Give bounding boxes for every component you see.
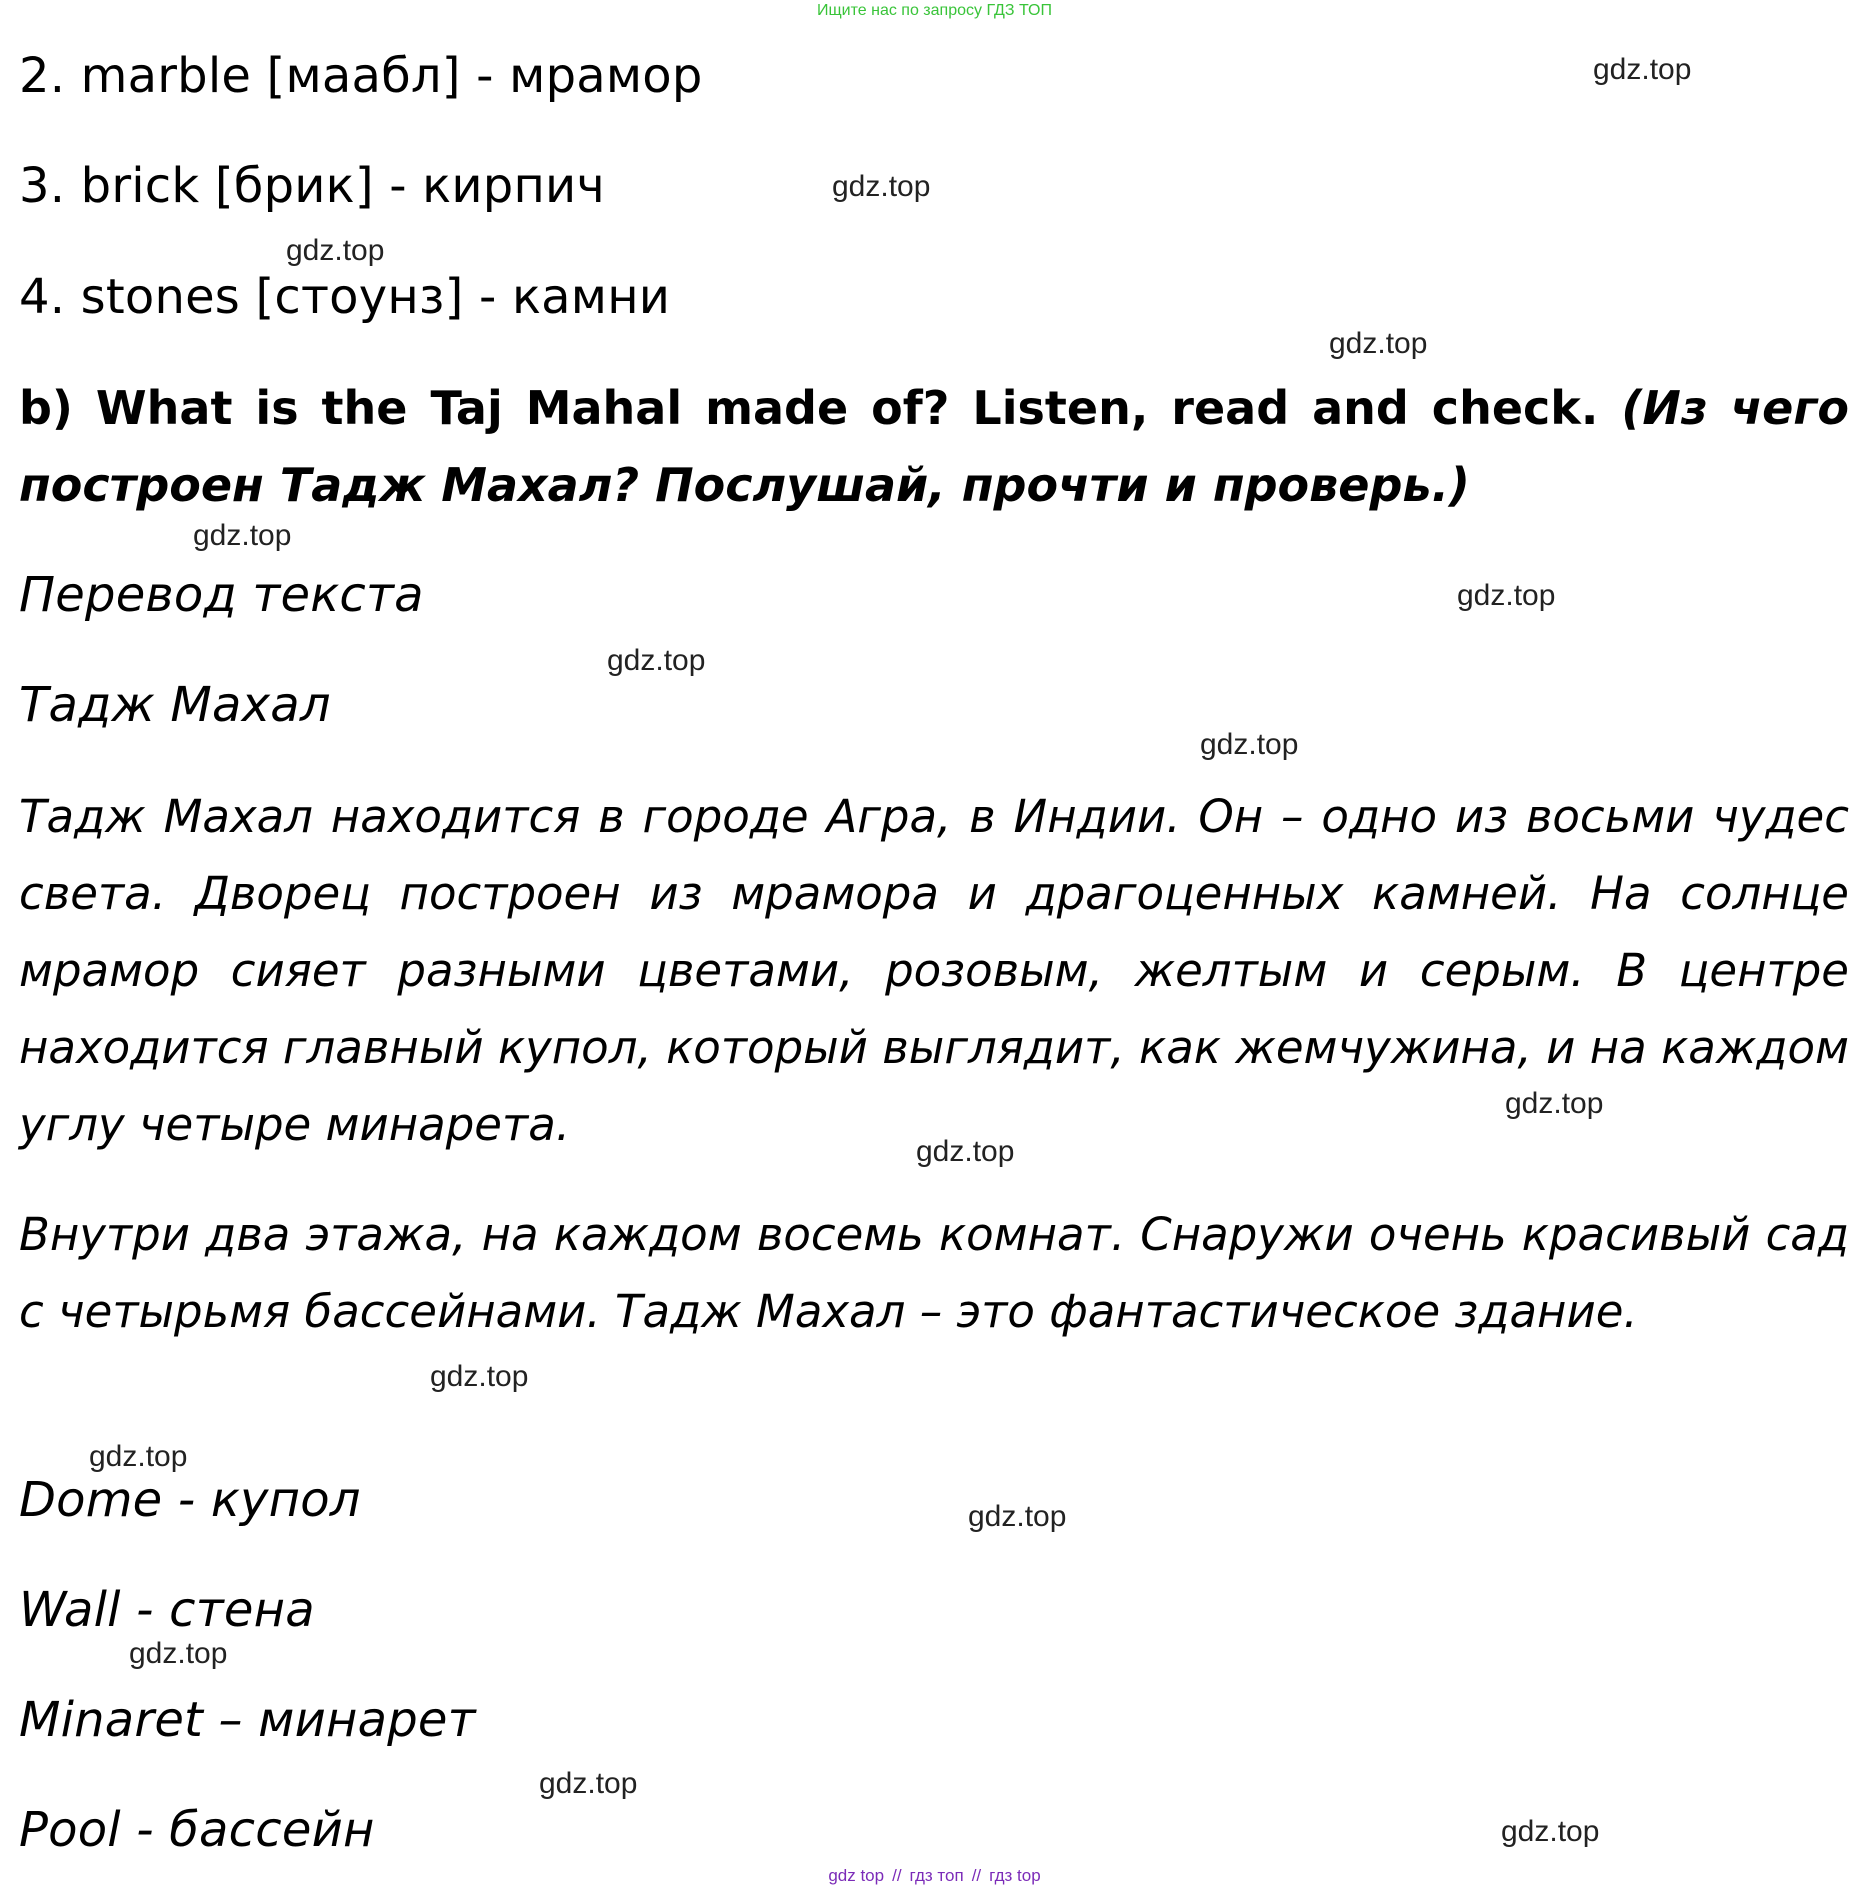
footer-link-gdz-top-mixed[interactable]: гдз top bbox=[989, 1866, 1041, 1885]
vocab-item-pool: Pool - бассейн bbox=[19, 1802, 375, 1858]
watermark: gdz.top bbox=[1505, 1087, 1604, 1120]
watermark: gdz.top bbox=[193, 519, 292, 552]
watermark: gdz.top bbox=[607, 644, 706, 677]
watermark: gdz.top bbox=[1593, 53, 1692, 86]
task-russian: (Из чего построен Тадж Махал? Послушай, прочти и проверь.) bbox=[19, 381, 1849, 512]
footer-separator: // bbox=[971, 1866, 982, 1885]
vocab-item-brick: 3. brick [брик] - кирпич bbox=[19, 158, 605, 214]
watermark: gdz.top bbox=[430, 1360, 529, 1393]
watermark: gdz.top bbox=[832, 170, 931, 203]
translation-paragraph-1: Тадж Махал находится в городе Агра, в Индии. Он – одно из восьми чудес света. Дворец построен из мрамора и драгоценных камней. На солнце мрамор сияет разными цветами, розовым, желтым и серым. В центре находится главный купол, который выглядит, как жемчужина, и на каждом углу четыре минарета. bbox=[19, 790, 1849, 1151]
translation-heading: Перевод текста bbox=[19, 567, 424, 623]
watermark: gdz.top bbox=[916, 1135, 1015, 1168]
watermark: gdz.top bbox=[129, 1637, 228, 1670]
watermark: gdz.top bbox=[1200, 728, 1299, 761]
vocab-item-marble: 2. marble [маабл] - мрамор bbox=[19, 48, 703, 104]
top-banner bbox=[0, 0, 1869, 22]
watermark: gdz.top bbox=[1501, 1815, 1600, 1848]
watermark: gdz.top bbox=[1329, 327, 1428, 360]
task-english: b) What is the Taj Mahal made of? Listen, read and check. bbox=[19, 381, 1622, 435]
footer-link-gdz-top[interactable]: gdz top bbox=[828, 1866, 885, 1885]
vocab-item-wall: Wall - стена bbox=[19, 1582, 315, 1638]
footer-separator: // bbox=[892, 1866, 902, 1885]
vocab-item-stones: 4. stones [стоунз] - камни bbox=[19, 269, 671, 325]
watermark: gdz.top bbox=[539, 1767, 638, 1800]
footer-links bbox=[0, 1865, 1869, 1887]
watermark: gdz.top bbox=[286, 234, 385, 267]
translation-paragraph-2: Внутри два этажа, на каждом восемь комнат. Снаружи очень красивый сад с четырьмя бассейнами. Тадж Махал – это фантастическое здание. bbox=[19, 1208, 1849, 1338]
watermark: gdz.top bbox=[89, 1440, 188, 1473]
footer-link-gdz-top-ru[interactable]: гдз топ bbox=[909, 1866, 964, 1885]
vocab-item-minaret: Minaret – минарет bbox=[19, 1692, 476, 1748]
banner-text: Ищите нас по запросу ГДЗ ТОП bbox=[817, 2, 1052, 19]
translation-title: Тадж Махал bbox=[19, 677, 331, 733]
watermark: gdz.top bbox=[1457, 579, 1556, 612]
watermark: gdz.top bbox=[968, 1500, 1067, 1533]
vocab-item-dome: Dome - купол bbox=[19, 1472, 361, 1528]
task-heading bbox=[19, 370, 1849, 524]
